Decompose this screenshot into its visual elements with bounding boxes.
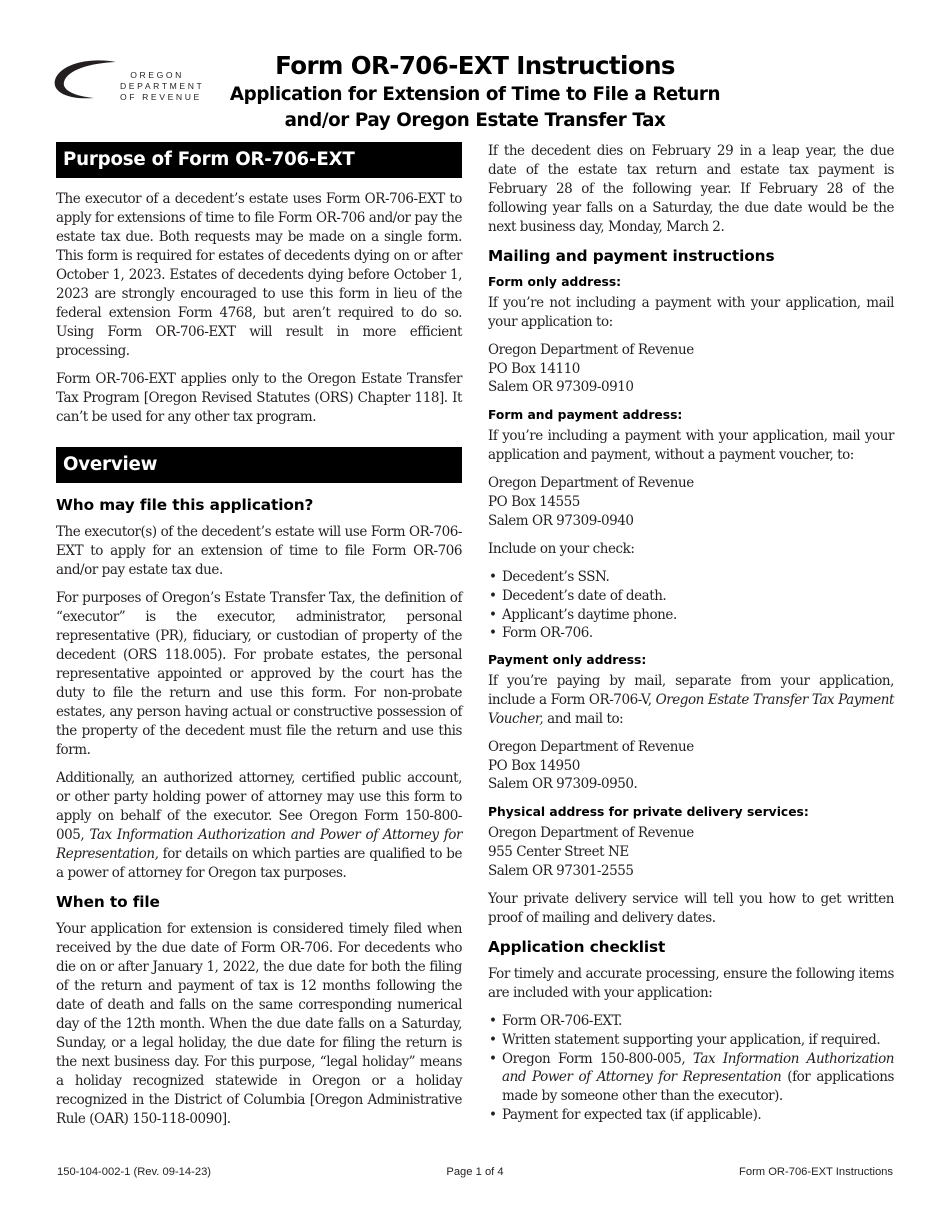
checklist-3-text-a: Oregon Form 150-800-005, [502, 1050, 693, 1067]
list-item: • Decedent’s SSN. [488, 568, 894, 587]
list-item: • Form OR-706. [488, 624, 894, 643]
logo-line-3: OF REVENUE [120, 92, 202, 102]
overview-section-heading: Overview [56, 447, 462, 483]
checklist-3-form-title: Tax Information Authorization and Power of Attorney for Representation [502, 1050, 895, 1086]
who-paragraph-2: For purposes of Oregon’s Estate Transfer Tax, the definition of “executor” is the executor, administrator, personal representative (PR), fiduciary, or custodian of property of the decedent (ORS 118.005). For probate estates, the personal representative appointed or approved by the court has the duty to file the return and use this form. For non-probate estates, any person having actual or constructive possession of the property of the decedent must file the return and use this form. [56, 590, 462, 758]
checklist-3-text-b: (for applications made by someone other than the executor). [502, 1069, 894, 1105]
purpose-paragraph-1: The executor of a decedent’s estate uses Form OR-706-EXT to apply for extensions of time to file Form OR-706 and/or pay the estate tax due. Both requests may be made on a single form. This form is required for estates of decedents dying on or after October 1, 2023. Estates of decedents dying before October 1, 2023 are strongly encouraged to use this form in lieu of the federal extension Form 4768, but aren’t required to do so. Using Form OR-706-EXT will result in more efficient processing. [56, 191, 462, 359]
who-paragraph-1: The executor(s) of the decedent’s estate will use Form OR-706-EXT to apply for an extension of time to file Form OR-706 and/or pay estate tax due. [56, 524, 462, 578]
payment-only-address [488, 738, 894, 794]
check-items-list [488, 568, 894, 643]
address-line: Salem OR 97309-0910 [488, 379, 634, 396]
title-sub-line-2: and/or Pay Oregon Estate Transfer Tax [284, 110, 666, 131]
form-only-paragraph: If you’re not including a payment with your application, mail your application to: [488, 295, 894, 330]
footer-form-number: 150-104-002-1 (Rev. 09-14-23) [57, 1166, 212, 1178]
address-line: 955 Center Street NE [488, 843, 629, 860]
swoosh-icon [54, 58, 124, 106]
purpose-paragraph-2: Form OR-706-EXT applies only to the Oregon Estate Transfer Tax Program [Oregon Revised Statutes (ORS) Chapter 118]. It can’t be used for any other tax program. [56, 371, 462, 425]
list-item [488, 1050, 894, 1106]
who-may-file-heading: Who may file this application? [56, 496, 314, 514]
list-item: • Form OR-706-EXT. [488, 1012, 894, 1031]
leap-year-paragraph: If the decedent dies on February 29 in a leap year, the due date of the estate tax return and estate tax payment is February 28 of the following year. If February 28 of the following year falls on a Saturday, the due date would be the next business day, Monday, March 2. [488, 143, 894, 235]
address-line: Salem OR 97309-0950. [488, 776, 638, 793]
physical-address-heading: Physical address for private delivery services: [488, 805, 809, 820]
private-delivery-paragraph: Your private delivery service will tell you how to get written proof of mailing and delivery dates. [488, 891, 894, 927]
form-payment-paragraph: If you’re including a payment with your application, mail your application and payment, without a payment voucher, to: [488, 428, 894, 464]
application-checklist-heading: Application checklist [488, 938, 666, 957]
footer-page-number: Page 1 of 4 [446, 1166, 504, 1178]
list-item: • Applicant’s daytime phone. [488, 606, 894, 625]
payment-only-paragraph [488, 672, 894, 729]
list-item: • Written statement supporting your application, if required. [488, 1031, 894, 1050]
checklist-list [488, 1012, 894, 1124]
right-column [488, 142, 894, 1133]
checklist-paragraph: For timely and accurate processing, ensure the following items are included with your application: [488, 966, 894, 1002]
address-line: PO Box 14555 [488, 493, 580, 510]
payment-only-heading: Payment only address: [488, 653, 647, 668]
physical-address [488, 824, 894, 880]
title-main: Form OR-706-EXT Instructions [275, 51, 675, 80]
when-paragraph-1: Your application for extension is considered timely filed when received by the due date of Form OR-706. For decedents who die on or after January 1, 2022, the due date for both the filing of the return and payment of tax is 12 months following the date of death and falls on the same corresponding numerical day of the 12th month. When the due date falls on a Saturday, Sunday, or a legal holiday, the due date for filing the return is the next business day. For this purpose, “legal holiday” means a holiday recognized statewide in Oregon or a holiday recognized in the District of Columbia [Oregon Administrative Rule (OAR) 150-118-0090]. [56, 921, 462, 1127]
payment-only-text-a: If you’re paying by mail, separate from your application, include a Form OR-706-V, [488, 673, 894, 709]
footer-form-title: Form OR-706-EXT Instructions [739, 1166, 893, 1178]
who-p3-form-title: Tax Information Authorization and Power of Attorney for Representation, [56, 827, 462, 862]
logo-line-2: DEPARTMENT [120, 81, 205, 91]
list-item: • Decedent’s date of death. [488, 587, 894, 606]
mailing-instructions-heading: Mailing and payment instructions [488, 247, 775, 265]
address-line: Salem OR 97309-0940 [488, 512, 634, 529]
address-line: Oregon Department of Revenue [488, 825, 694, 842]
who-p3-text-a: Additionally, an authorized attorney, certified public account, or other party holding power of attorney may use this form to apply on behalf of the executor. See Oregon Form 150-800-005, [56, 770, 462, 843]
address-line: Oregon Department of Revenue [488, 475, 694, 492]
left-column [56, 142, 462, 1138]
who-p3-text-b: for details on which parties are qualified to be a power of attorney for Oregon tax purposes. [56, 846, 462, 881]
logo-line-1: OREGON [130, 70, 184, 80]
oregon-revenue-logo [54, 58, 205, 106]
list-item: • Payment for expected tax (if applicable). [488, 1106, 894, 1125]
who-paragraph-3 [56, 769, 462, 883]
form-payment-address [488, 474, 894, 530]
document-title [190, 50, 760, 134]
payment-only-text-b: and mail to: [543, 711, 624, 728]
title-sub-line-1: Application for Extension of Time to File a Return [229, 84, 721, 105]
address-line: PO Box 14110 [488, 360, 580, 377]
logo-text [120, 70, 205, 103]
address-line: Salem OR 97301-2555 [488, 862, 634, 879]
address-line: Oregon Department of Revenue [488, 342, 694, 358]
address-line: Oregon Department of Revenue [488, 739, 694, 756]
address-line: PO Box 14950 [488, 757, 580, 774]
payment-voucher-title: Oregon Estate Transfer Tax Payment Voucher, [488, 692, 894, 728]
purpose-section-heading: Purpose of Form OR-706-EXT [56, 142, 462, 178]
form-only-heading: Form only address: [488, 275, 622, 289]
form-only-address [488, 341, 894, 397]
check-intro: Include on your check: [488, 541, 635, 558]
form-payment-heading: Form and payment address: [488, 408, 683, 423]
when-to-file-heading: When to file [56, 893, 160, 911]
